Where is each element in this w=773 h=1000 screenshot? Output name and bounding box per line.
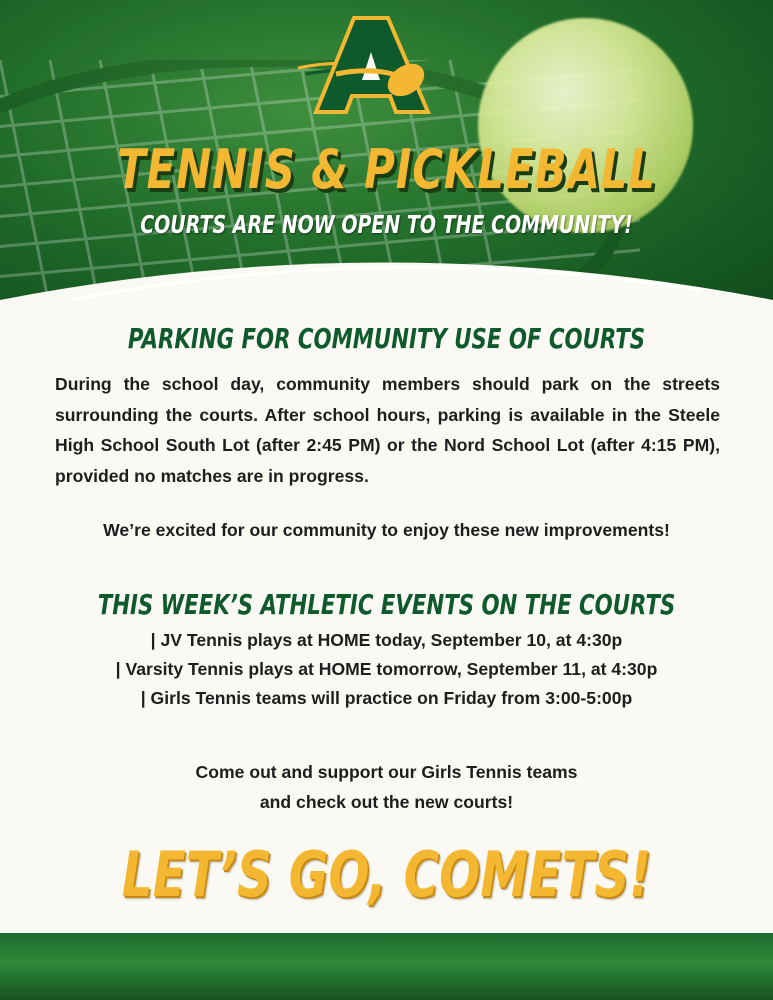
cheer-slogan: LET’S GO, COMETS! <box>121 838 652 911</box>
excited-paragraph: We’re excited for our community to enjoy these new improvements! <box>103 520 670 540</box>
page-title: TENNIS & PICKLEBALL <box>117 138 656 201</box>
comets-logo <box>296 8 446 120</box>
support-message <box>0 757 773 817</box>
events-list <box>0 626 773 713</box>
header-banner <box>0 0 773 320</box>
support-line: Come out and support our Girls Tennis teams <box>195 762 578 782</box>
parking-heading: PARKING FOR COMMUNITY USE OF COURTS <box>127 322 646 355</box>
list-item: | Girls Tennis teams will practice on Friday from 3:00-5:00p <box>140 688 633 708</box>
parking-paragraph: During the school day, community members should park on the streets surrounding the courts. After school hours, parking is available in the Steele High School South Lot (after 2:45 PM) or the Nord School Lot (after 4:15 PM), provided no matches are in progress. <box>55 374 720 486</box>
page-subtitle: COURTS ARE NOW OPEN TO THE COMMUNITY! <box>140 210 633 239</box>
list-item: | Varsity Tennis plays at HOME tomorrow, September 11, at 4:30p <box>115 659 658 679</box>
footer-band <box>0 933 773 1000</box>
list-item: | JV Tennis plays at HOME today, September 10, at 4:30p <box>150 630 623 650</box>
events-heading: THIS WEEK’S ATHLETIC EVENTS ON THE COURTS <box>97 588 676 621</box>
support-line: and check out the new courts! <box>259 792 514 812</box>
